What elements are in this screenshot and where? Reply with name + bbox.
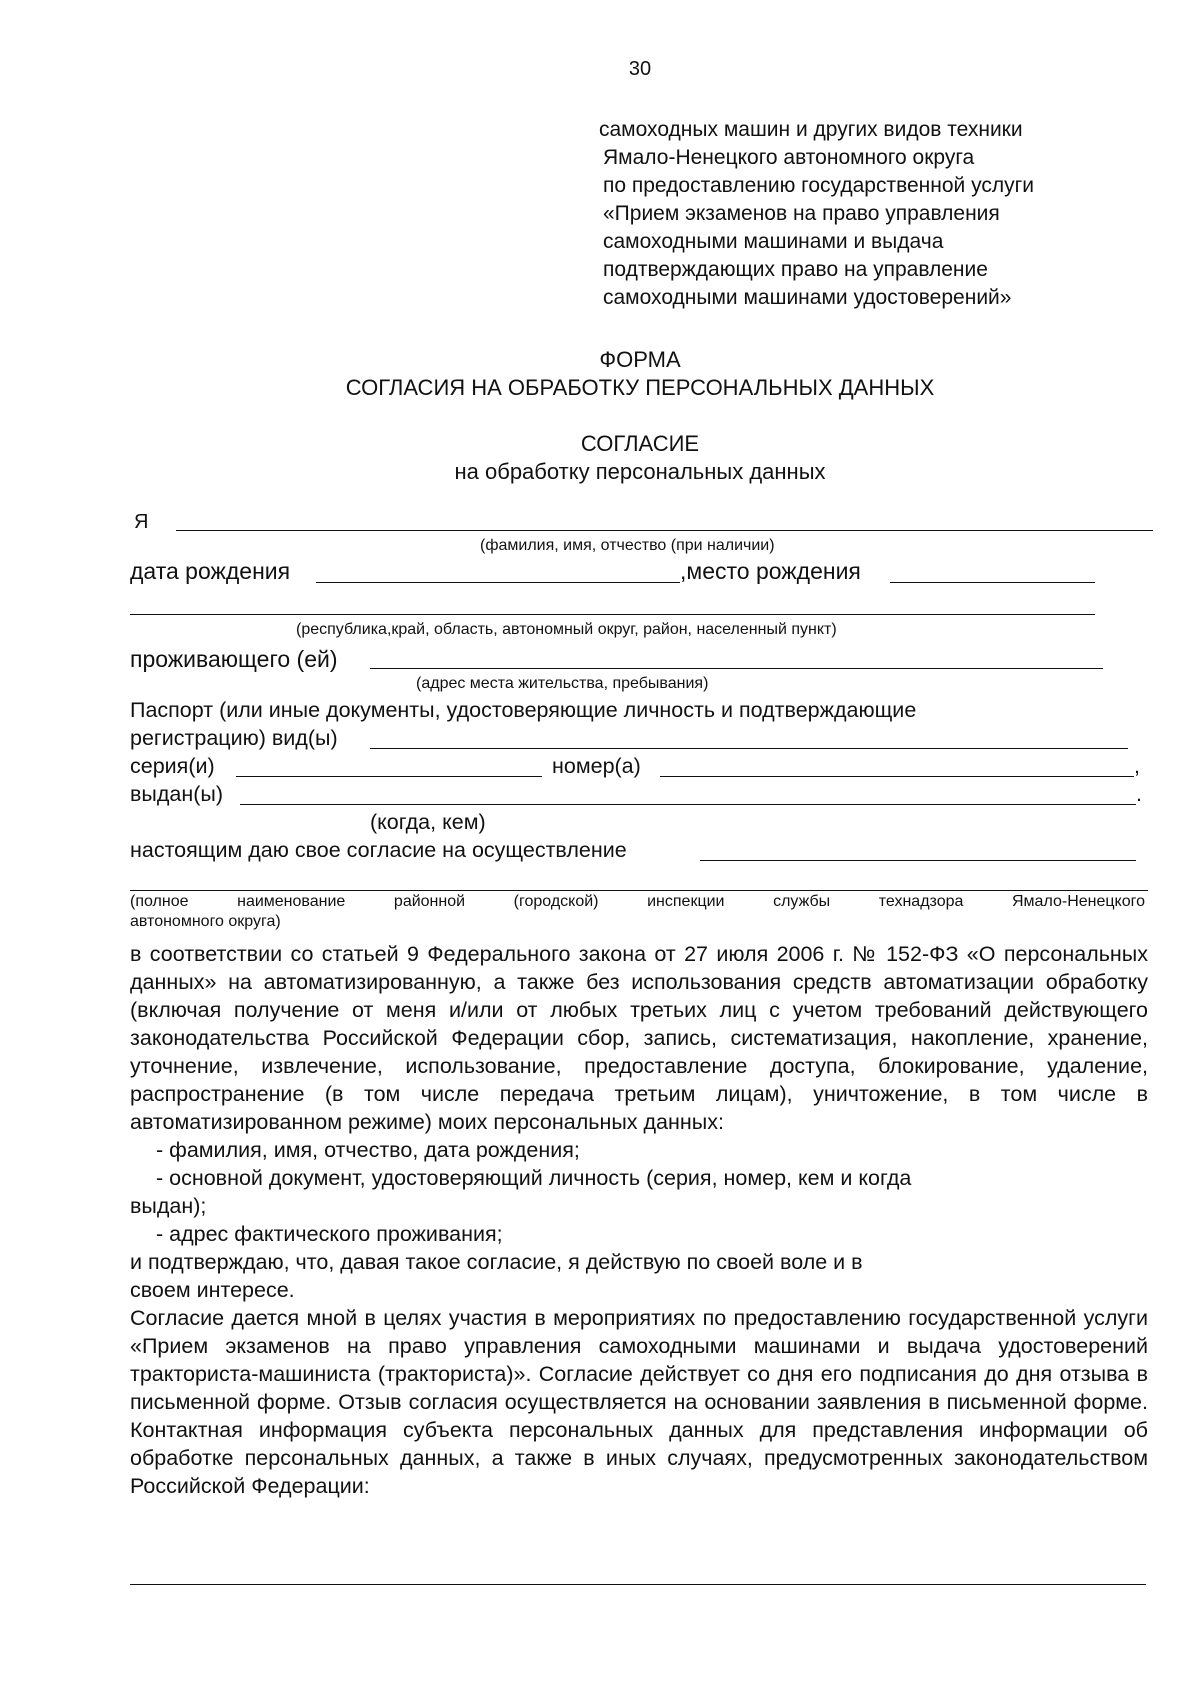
header-line: самоходных машин и других видов техники [599, 118, 1023, 141]
fio-caption: (фамилия, имя, отчество (при наличии) [480, 537, 775, 554]
number-label: номер(а) [552, 754, 641, 778]
fio-field[interactable] [176, 530, 1153, 531]
body-paragraph-1: в соответствии со статьей 9 Федерального закона от 27 июля 2006 г. № 152-ФЗ «О персональных данных» на автоматизированную, а также без использования средств автоматизации обработку (включая получение от меня и/или от любых третьих лиц с учетом требований действующего законодательства Российской Федерации сбор, запись, систематизация, накопление, хранение, уточнение, извлечение, использование, предоставление доступа, блокирование, удаление, распространение (в том числе передача третьим лицам), уничтожение, в том числе в автоматизированном режиме) моих персональных данных: [130, 942, 1148, 1134]
confirm-line-2: своем интересе. [130, 1278, 295, 1302]
body-paragraph-2: Согласие дается мной в целях участия в мероприятиях по предоставлению государственной услуги «Прием экзаменов на право управления самоходными машинами и выдача удостоверений тракториста-машиниста (тракториста)». Согласие действует со дня его подписания до дня отзыва в письменной форме. Отзыв согласия осуществляется на основании заявления в письменной форме. Контактная информация субъекта персональных данных для представления информации об обработке персональных данных, а также в иных случаях, предусмотренных законодательством Российской Федерации: [130, 1306, 1148, 1498]
birth-date-label: дата рождения [130, 558, 291, 584]
header-line: подтверждающих право на управление [603, 258, 988, 281]
number-end: , [1134, 754, 1140, 778]
contact-info-field[interactable] [130, 1584, 1146, 1585]
when-who-caption: (когда, кем) [370, 810, 486, 834]
issued-field[interactable] [240, 804, 1136, 805]
inspection-field-2[interactable] [130, 890, 1148, 891]
header-line: Ямало-Ненецкого автономного округа [603, 146, 975, 169]
birth-date-field[interactable] [316, 582, 680, 583]
region-caption: (республика,край, область, автономный округ, район, населенный пункт) [296, 621, 837, 638]
list-item-continuation: выдан); [130, 1194, 207, 1218]
header-block [599, 116, 1163, 312]
ya-label: Я [134, 511, 149, 533]
passport-type-field[interactable] [370, 748, 1128, 749]
issued-label: выдан(ы) [130, 782, 224, 806]
inspection-field[interactable] [700, 860, 1136, 861]
consent-label: настоящим даю свое согласие на осуществление [130, 838, 627, 862]
header-line: самоходными машинами и выдача [603, 230, 944, 253]
inspection-caption-line2: автономного округа) [130, 913, 281, 930]
header-line: «Прием экзаменов на право управления [603, 202, 1000, 225]
list-item: - фамилия, имя, отчество, дата рождения; [156, 1138, 580, 1162]
issued-end: . [1136, 782, 1142, 806]
series-label: серия(и) [130, 754, 215, 778]
series-field[interactable] [236, 776, 542, 777]
inspection-caption-line1: (полное наименование районной (городской) инспекции службы технадзора Ямало-Ненецкого [130, 893, 1145, 910]
residing-address-field[interactable] [370, 668, 1103, 669]
birth-place-field[interactable] [890, 582, 1095, 583]
passport-line2: регистрацию) вид(ы) [130, 726, 338, 750]
consent-title-line1: СОГЛАСИЕ [580, 431, 700, 456]
residing-label: проживающего (ей) [130, 646, 338, 672]
form-title [0, 346, 1200, 402]
list-item: - основной документ, удостоверяющий личность (серия, номер, кем и когда [156, 1166, 912, 1190]
confirm-line-1: и подтверждаю, что, давая такое согласие, я действую по своей воле и в [130, 1250, 863, 1274]
page-number: 30 [628, 58, 652, 80]
consent-title [0, 430, 1200, 486]
inspection-caption [130, 892, 1145, 932]
consent-body [130, 940, 1148, 1500]
form-title-line1: ФОРМА [599, 347, 681, 372]
birth-place-label: ,место рождения [680, 558, 861, 584]
passport-line1: Паспорт (или иные документы, удостоверяющие личность и подтверждающие [130, 698, 917, 722]
header-line: самоходными машинами удостоверений» [603, 286, 1012, 309]
consent-title-line2: на обработку персональных данных [454, 459, 826, 484]
address-caption: (адрес места жительства, пребывания) [416, 675, 709, 692]
birth-place-field-2[interactable] [130, 614, 1095, 615]
header-line: по предоставлению государственной услуги [603, 174, 1035, 197]
form-title-line2: СОГЛАСИЯ НА ОБРАБОТКУ ПЕРСОНАЛЬНЫХ ДАННЫХ [345, 375, 935, 400]
list-item: - адрес фактического проживания; [156, 1222, 503, 1246]
number-field[interactable] [660, 776, 1134, 777]
